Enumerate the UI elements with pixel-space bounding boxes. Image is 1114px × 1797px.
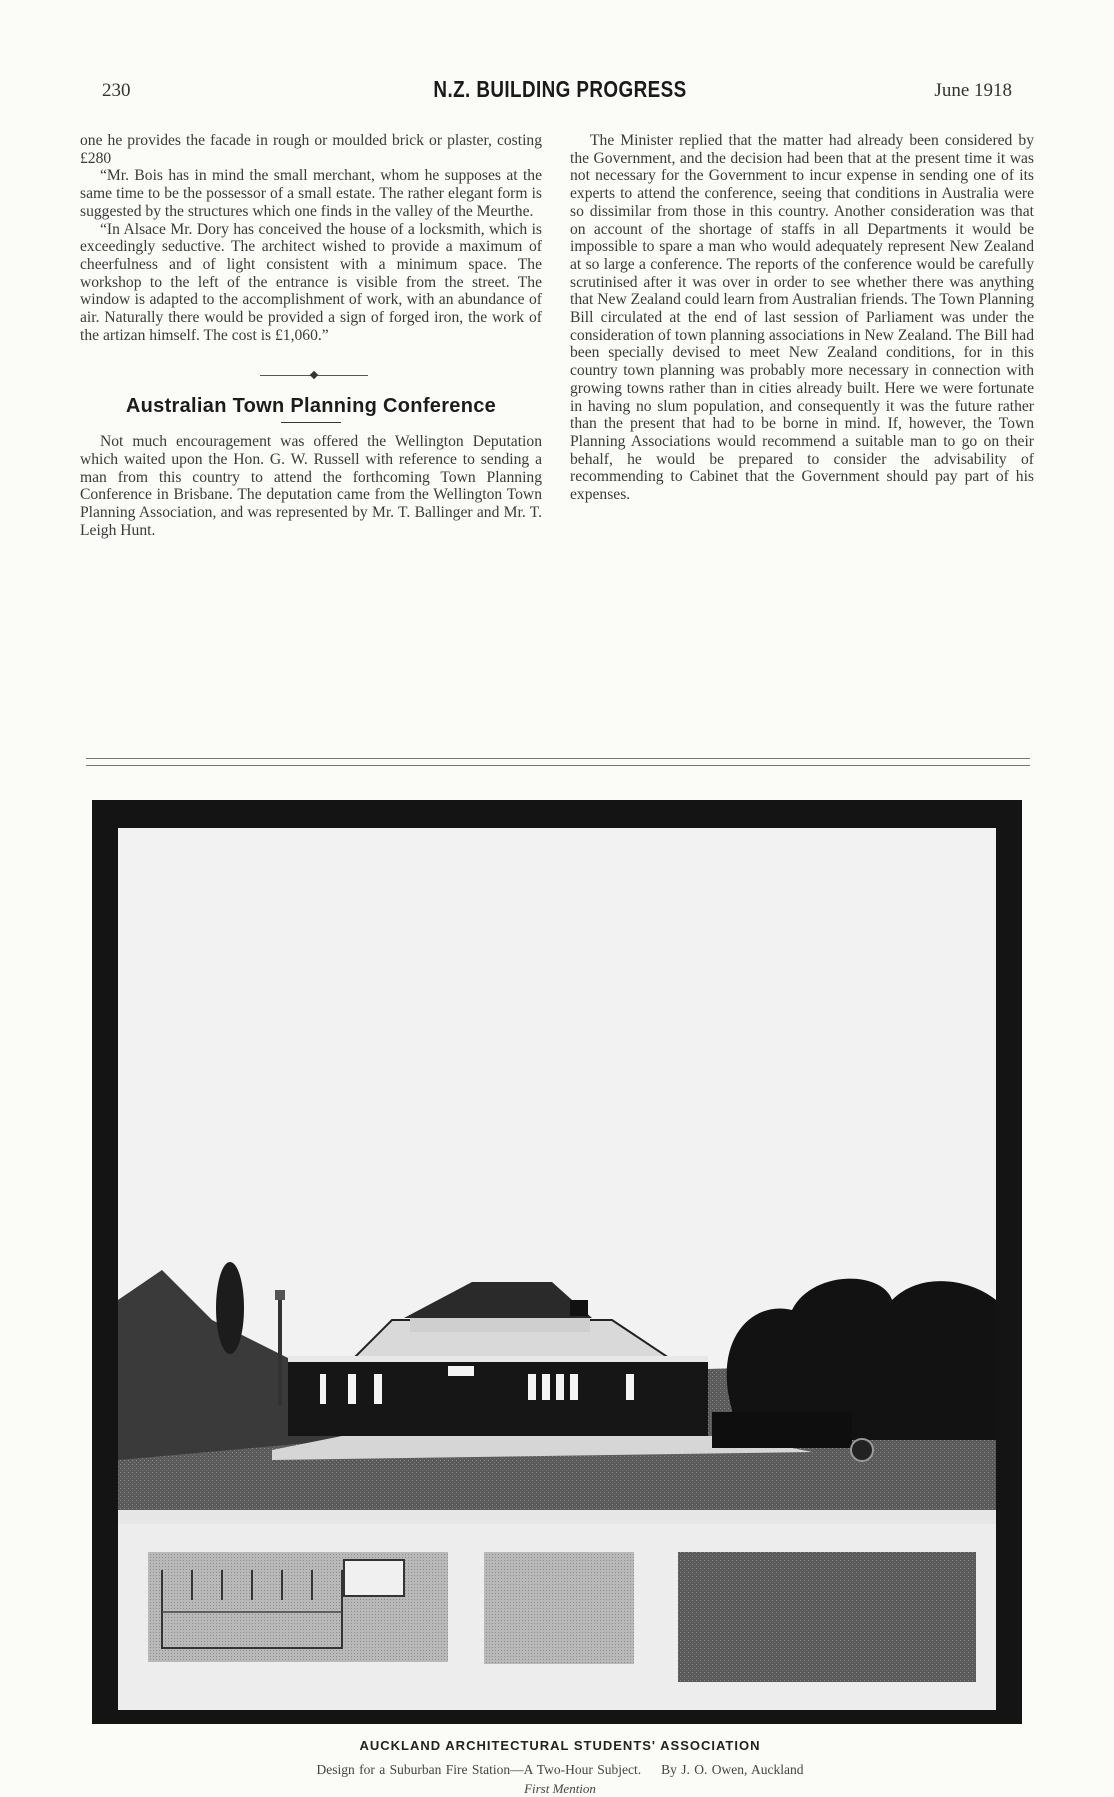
journal-title: N.Z. BUILDING PROGRESS — [433, 76, 687, 102]
figure-caption-org: AUCKLAND ARCHITECTURAL STUDENTS' ASSOCIATION — [359, 1738, 761, 1753]
page-number: 230 — [102, 80, 131, 101]
perspective-drawing — [118, 828, 996, 1512]
body-paragraph: The Minister replied that the matter had already been considered by the Government, and the decision had been that at the present time it was not necessary for the Government to incur expense in sending one of its experts to attend the conference, seeing that conditions in Australia were so dissimilar from those in this country. Another consideration was that on account of the shortage of staffs in all Departments it would be impossible to spare a man who would adequately represent New Zealand at so large a conference. The reports of the conference would be carefully scrutinised after it was over in order to see whether there was anything that New Zealand could learn from Australian friends. The Town Planning Bill circulated at the end of last session of Parliament was under the consideration of town planning associations in New Zealand. The Bill had been specially devised to meet New Zealand conditions, for in this country town planning was probably more necessary in connection with growing towns rather than in cities already built. Here we were fortunate in having no slum population, and consequently it was the future rather than the present that had to be borne in mind. If, however, the Town Planning Associations would recommend a suitable man to go on their behalf, he would be prepared to consider the advisability of recommending to Cabinet that the Government should pay part of his expenses. — [570, 132, 1034, 504]
heading-rule — [281, 422, 341, 423]
tree-icon — [216, 1262, 244, 1354]
double-rule-divider — [86, 758, 1030, 766]
vehicle-icon — [712, 1412, 852, 1448]
figure-caption — [80, 1762, 1040, 1778]
body-paragraph: “Mr. Bois has in mind the small merchant, whom he supposes at the same time to be the possessor of a small estate. The rather elegant form is suggested by the structures which one finds in the valley of the Meurthe. — [80, 167, 542, 220]
fire-station-illustration — [92, 800, 1022, 1724]
body-paragraph: Not much encouragement was offered the Wellington Deputation which waited upon the Hon. G. W. Russell with reference to sending a man from this country to attend the forthcoming Town Planning Conference in Brisbane. The deputation came from the Wellington Town Planning Association, and was represented by Mr. T. Ballinger and Mr. T. Leigh Hunt. — [80, 433, 542, 539]
running-head — [80, 78, 1040, 108]
body-paragraph: “In Alsace Mr. Dory has conceived the house of a locksmith, which is exceedingly seductive. The architect wished to provide a maximum of cheerfulness and of light consistent with a minimum space. The workshop to the left of the entrance is visible from the street. The window is adapted to the accomplishment of work, with an abundance of air. Naturally there would be provided a sign of forged iron, the work of the artizan himself. The cost is £1,060.” — [80, 220, 542, 344]
caption-author: By J. O. Owen, Auckland — [661, 1762, 804, 1777]
section-heading: Australian Town Planning Conference — [125, 395, 497, 418]
elevation-sheet — [484, 1552, 634, 1664]
issue-date: June 1918 — [934, 80, 1012, 101]
left-column — [80, 132, 542, 539]
section-ornament — [80, 366, 542, 386]
caption-design: Design for a Suburban Fire Station—A Two-Hour Subject. — [316, 1762, 642, 1777]
site-plan — [678, 1552, 976, 1682]
right-column — [570, 132, 1034, 504]
body-paragraph: one he provides the facade in rough or moulded brick or plaster, costing £280 — [80, 132, 542, 167]
figure-mention: First Mention — [524, 1781, 596, 1796]
